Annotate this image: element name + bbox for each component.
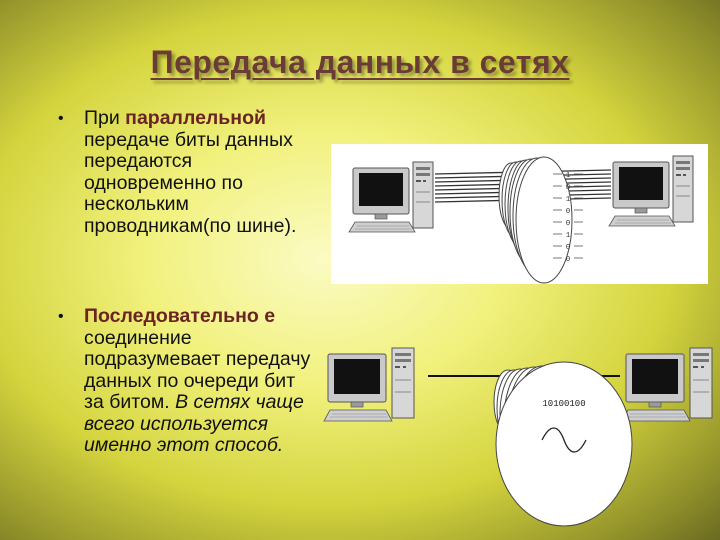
bit-label: 0 [565, 220, 571, 228]
bit-label: 1 [565, 196, 571, 204]
bullet-prefix: При [84, 107, 126, 129]
bit-label: 0 [565, 256, 571, 264]
bullet-rest-italic: В сетях чаще всего используется именно этот способ. [84, 391, 304, 456]
serial-bit-stream: 10100100 [542, 399, 586, 409]
computer-icon [622, 348, 712, 421]
cable-section-rings [494, 362, 632, 526]
bullet-parallel-text [58, 108, 318, 237]
bit-label: 0 [565, 184, 571, 192]
bullet-rest: соединение подразумевает передачу данных по очереди бит за битом. [84, 326, 311, 413]
parallel-transmission-diagram [331, 144, 708, 284]
serial-transmission-diagram [320, 340, 718, 538]
bit-label: 1 [565, 232, 571, 240]
computer-icon [324, 348, 414, 421]
bit-label: 1 [565, 172, 571, 180]
computer-icon [609, 156, 693, 226]
bullet-dot-icon: • [58, 308, 64, 325]
bullet-dot-icon: • [58, 110, 64, 127]
bullet-rest: передаче биты данных передаются одновременно по нескольким проводникам(по шине). [84, 128, 297, 237]
slide-title: Передача данных в сетях [150, 44, 570, 80]
bit-label: 0 [565, 244, 571, 252]
bullet-serial-text [58, 306, 318, 457]
cable-section-rings [499, 157, 572, 283]
bullet-serial [58, 306, 318, 457]
computer-icon [349, 162, 433, 232]
bullet-accent: Последовательно е [84, 305, 276, 327]
bullet-parallel [58, 108, 318, 237]
bit-label: 0 [565, 208, 571, 216]
bullet-accent: параллельной [125, 107, 266, 129]
